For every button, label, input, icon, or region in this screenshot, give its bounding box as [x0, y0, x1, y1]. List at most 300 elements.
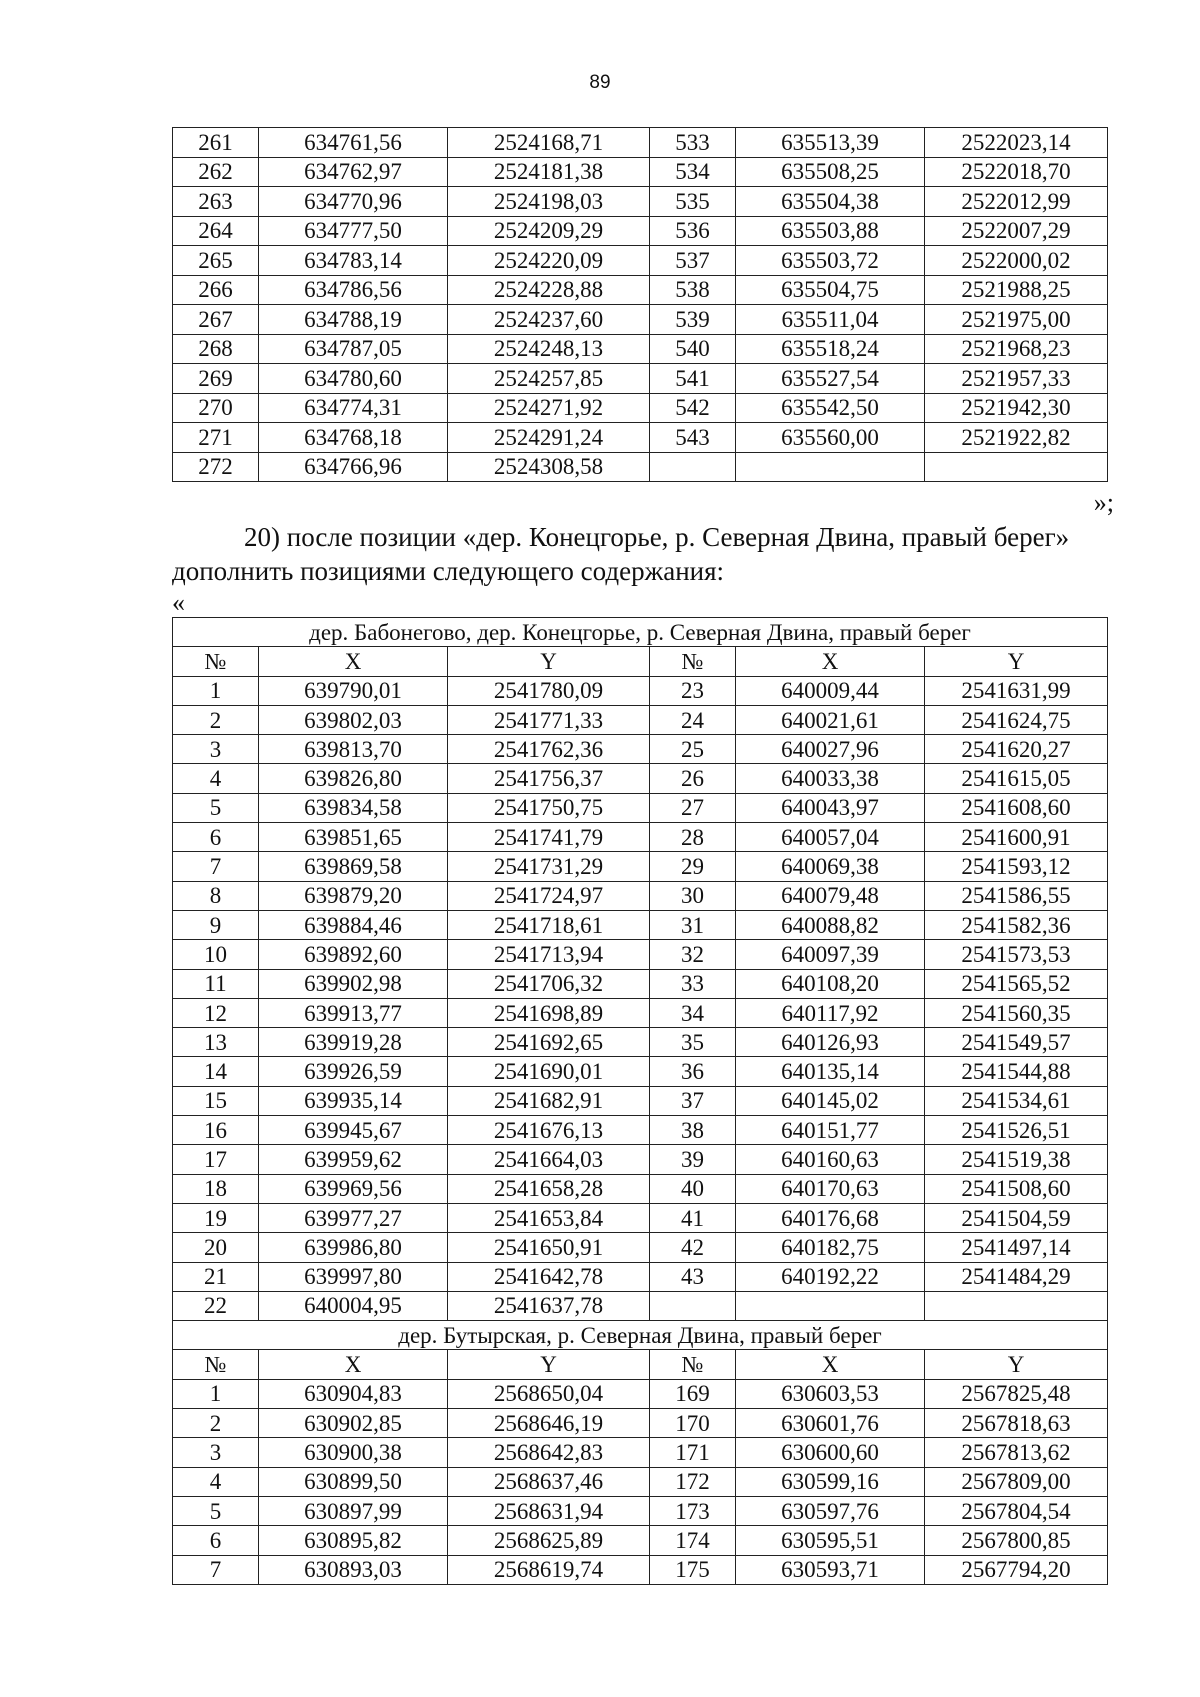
table-cell: 22: [173, 1291, 259, 1320]
table-cell: 2567800,85: [925, 1526, 1108, 1555]
closing-quote: »;: [1093, 488, 1114, 517]
table-cell: 20: [173, 1233, 259, 1262]
table-cell: 2541560,35: [925, 998, 1108, 1027]
table-cell: 2522007,29: [925, 216, 1108, 246]
table-cell: 2541631,99: [925, 676, 1108, 705]
table-cell: 2541713,94: [448, 940, 650, 969]
table-cell: 634774,31: [259, 393, 448, 423]
table-cell: 2541741,79: [448, 823, 650, 852]
table-cell: 630595,51: [736, 1526, 925, 1555]
table-cell: 630900,38: [259, 1438, 448, 1467]
table-row: [173, 1409, 1108, 1438]
table-row: [173, 1526, 1108, 1555]
table-cell: 2541664,03: [448, 1145, 650, 1174]
table-row: [173, 157, 1108, 187]
table-cell: 2567804,54: [925, 1496, 1108, 1525]
table-cell: 43: [650, 1262, 736, 1291]
table-cell: 2: [173, 1409, 259, 1438]
table-cell: 21: [173, 1262, 259, 1291]
table-cell: 634786,56: [259, 275, 448, 305]
table-row: [173, 1203, 1108, 1232]
table-cell: 634777,50: [259, 216, 448, 246]
table-cell: 2522018,70: [925, 157, 1108, 187]
table-cell: 16: [173, 1116, 259, 1145]
table-cell: 2524209,29: [448, 216, 650, 246]
table-cell: 635503,72: [736, 246, 925, 276]
table-cell: 634766,96: [259, 452, 448, 482]
table-header-row: [173, 647, 1108, 676]
table-cell: 2521975,00: [925, 305, 1108, 335]
table-cell: 2567818,63: [925, 1409, 1108, 1438]
table-cell: 3: [173, 1438, 259, 1467]
section-title-row: [173, 1321, 1108, 1350]
table-cell: 2541573,53: [925, 940, 1108, 969]
table-cell: 2521988,25: [925, 275, 1108, 305]
table-cell: 634768,18: [259, 423, 448, 453]
table-cell: 630601,76: [736, 1409, 925, 1438]
table-cell: 639851,65: [259, 823, 448, 852]
table-cell: 540: [650, 334, 736, 364]
table-cell: 3: [173, 735, 259, 764]
table-cell: 2541750,75: [448, 793, 650, 822]
table-cell: 2541544,88: [925, 1057, 1108, 1086]
table-cell: 2567825,48: [925, 1379, 1108, 1408]
table-cell: 26: [650, 764, 736, 793]
table-cell: 2541724,97: [448, 881, 650, 910]
table-row: [173, 1467, 1108, 1496]
table-cell: 640079,48: [736, 881, 925, 910]
table-cell: 32: [650, 940, 736, 969]
table-cell: 630897,99: [259, 1496, 448, 1525]
table-cell: 2541497,14: [925, 1233, 1108, 1262]
table-row: [173, 1438, 1108, 1467]
table-cell: №: [173, 1350, 259, 1379]
table-cell: 640027,96: [736, 735, 925, 764]
table-cell: 538: [650, 275, 736, 305]
table-cell: 2524181,38: [448, 157, 650, 187]
table-cell: 1: [173, 1379, 259, 1408]
table-row: [173, 1057, 1108, 1086]
table-row: [173, 423, 1108, 453]
table-cell: 639802,03: [259, 705, 448, 734]
table-cell: 639790,01: [259, 676, 448, 705]
table-cell: Y: [448, 647, 650, 676]
table-row: [173, 364, 1108, 394]
table-cell: 2524308,58: [448, 452, 650, 482]
table-cell: 2541600,91: [925, 823, 1108, 852]
table-row: [173, 1174, 1108, 1203]
table-row: [173, 735, 1108, 764]
table-cell: 640057,04: [736, 823, 925, 852]
table-cell: 634762,97: [259, 157, 448, 187]
table-cell: 5: [173, 1496, 259, 1525]
table-cell: 2541658,28: [448, 1174, 650, 1203]
table-cell: 634788,19: [259, 305, 448, 335]
table-cell: 270: [173, 393, 259, 423]
table-row: [173, 823, 1108, 852]
opening-quote: «: [172, 588, 185, 617]
table-cell: 640151,77: [736, 1116, 925, 1145]
table-cell: 635508,25: [736, 157, 925, 187]
table-row: [173, 1086, 1108, 1115]
table-cell: 635518,24: [736, 334, 925, 364]
table-cell: 640069,38: [736, 852, 925, 881]
table-cell: 2541586,55: [925, 881, 1108, 910]
table-cell: 634783,14: [259, 246, 448, 276]
table-cell: 2568637,46: [448, 1467, 650, 1496]
table-cell: 2567794,20: [925, 1555, 1108, 1584]
table-row: [173, 1233, 1108, 1262]
table-cell: №: [650, 1350, 736, 1379]
table-cell: 640160,63: [736, 1145, 925, 1174]
table-cell: 640097,39: [736, 940, 925, 969]
table-cell: 639892,60: [259, 940, 448, 969]
table-cell: 2541565,52: [925, 969, 1108, 998]
table-cell: 634761,56: [259, 128, 448, 158]
table-cell: 640009,44: [736, 676, 925, 705]
table-cell: X: [259, 647, 448, 676]
table-row: [173, 246, 1108, 276]
table-cell: 634770,96: [259, 187, 448, 217]
table-cell: 271: [173, 423, 259, 453]
table-cell: 639997,80: [259, 1262, 448, 1291]
table-cell: 2524220,09: [448, 246, 650, 276]
table-cell: 7: [173, 1555, 259, 1584]
table-row: [173, 1116, 1108, 1145]
table-row: [173, 393, 1108, 423]
table-cell: 534: [650, 157, 736, 187]
table-row: [173, 1291, 1108, 1320]
table-cell: 5: [173, 793, 259, 822]
table-cell: X: [736, 647, 925, 676]
table-cell: 12: [173, 998, 259, 1027]
table-cell: 639935,14: [259, 1086, 448, 1115]
table-cell: 630893,03: [259, 1555, 448, 1584]
table-row: [173, 1555, 1108, 1584]
table-cell: 634787,05: [259, 334, 448, 364]
table-row: [173, 910, 1108, 939]
table-header-row: [173, 1350, 1108, 1379]
table-cell: 635527,54: [736, 364, 925, 394]
table-cell: 2541615,05: [925, 764, 1108, 793]
table-cell: 535: [650, 187, 736, 217]
table-row: [173, 1262, 1108, 1291]
table-cell: 4: [173, 764, 259, 793]
table-cell: 635542,50: [736, 393, 925, 423]
table-cell: 541: [650, 364, 736, 394]
table-cell: 8: [173, 881, 259, 910]
table-cell: [650, 1291, 736, 1320]
amendment-paragraph-line-1: 20) после позиции «дер. Конецгорье, р. Северная Двина, правый берег»: [244, 522, 1070, 552]
table-cell: 639884,46: [259, 910, 448, 939]
table-cell: 640088,82: [736, 910, 925, 939]
table-cell: 264: [173, 216, 259, 246]
table-cell: 2541706,32: [448, 969, 650, 998]
table-cell: 536: [650, 216, 736, 246]
table-cell: 169: [650, 1379, 736, 1408]
table-cell: №: [650, 647, 736, 676]
table-cell: 31: [650, 910, 736, 939]
table-cell: 9: [173, 910, 259, 939]
table-cell: 630599,16: [736, 1467, 925, 1496]
table-cell: 2524291,24: [448, 423, 650, 453]
table-row: [173, 705, 1108, 734]
table-cell: 639813,70: [259, 735, 448, 764]
table-cell: 2541620,27: [925, 735, 1108, 764]
page-number: 89: [589, 72, 611, 93]
table-cell: 539: [650, 305, 736, 335]
table-cell: 630600,60: [736, 1438, 925, 1467]
table-cell: [925, 1291, 1108, 1320]
table-cell: 640170,63: [736, 1174, 925, 1203]
table-cell: 272: [173, 452, 259, 482]
table-cell: 639945,67: [259, 1116, 448, 1145]
table-cell: 2521957,33: [925, 364, 1108, 394]
table-cell: 639926,59: [259, 1057, 448, 1086]
table-cell: 263: [173, 187, 259, 217]
table-cell: 2521942,30: [925, 393, 1108, 423]
table-cell: 630902,85: [259, 1409, 448, 1438]
table-cell: 639919,28: [259, 1028, 448, 1057]
table-row: [173, 969, 1108, 998]
table-cell: X: [259, 1350, 448, 1379]
table-cell: 42: [650, 1233, 736, 1262]
table-cell: 635503,88: [736, 216, 925, 246]
table-cell: [650, 452, 736, 482]
table-row: [173, 452, 1108, 482]
table-cell: 175: [650, 1555, 736, 1584]
table-cell: 267: [173, 305, 259, 335]
table-cell: 640145,02: [736, 1086, 925, 1115]
table-cell: 543: [650, 423, 736, 453]
table-cell: 37: [650, 1086, 736, 1115]
table-cell: 33: [650, 969, 736, 998]
table-cell: 10: [173, 940, 259, 969]
table-row: [173, 881, 1108, 910]
table-cell: 2541608,60: [925, 793, 1108, 822]
table-cell: 11: [173, 969, 259, 998]
table-cell: 2568625,89: [448, 1526, 650, 1555]
table-cell: 35: [650, 1028, 736, 1057]
table-cell: 542: [650, 393, 736, 423]
table-cell: [925, 452, 1108, 482]
table-cell: Y: [925, 647, 1108, 676]
table-cell: Y: [448, 1350, 650, 1379]
table-cell: 639869,58: [259, 852, 448, 881]
table-cell: 2522000,02: [925, 246, 1108, 276]
table-cell: 14: [173, 1057, 259, 1086]
table-cell: 640126,93: [736, 1028, 925, 1057]
coordinates-table-new-sections: [172, 617, 1108, 1585]
table-cell: 2541762,36: [448, 735, 650, 764]
table-cell: 2541653,84: [448, 1203, 650, 1232]
table-cell: 2541504,59: [925, 1203, 1108, 1232]
table-row: [173, 128, 1108, 158]
table-cell: 639902,98: [259, 969, 448, 998]
section-title: дер. Бутырская, р. Северная Двина, правый берег: [173, 1321, 1108, 1350]
table-cell: Y: [925, 1350, 1108, 1379]
table-cell: 630603,53: [736, 1379, 925, 1408]
table-cell: 2541650,91: [448, 1233, 650, 1262]
table-cell: 39: [650, 1145, 736, 1174]
table-cell: 13: [173, 1028, 259, 1057]
table-cell: 15: [173, 1086, 259, 1115]
table-cell: 2541637,78: [448, 1291, 650, 1320]
table-row: [173, 676, 1108, 705]
table-cell: 640182,75: [736, 1233, 925, 1262]
table-cell: №: [173, 647, 259, 676]
table-cell: 630597,76: [736, 1496, 925, 1525]
table-cell: 537: [650, 246, 736, 276]
table-cell: 41: [650, 1203, 736, 1232]
table-cell: X: [736, 1350, 925, 1379]
table-cell: 2541718,61: [448, 910, 650, 939]
table-cell: 635504,38: [736, 187, 925, 217]
table-cell: 27: [650, 793, 736, 822]
table-cell: [736, 1291, 925, 1320]
table-cell: 2541508,60: [925, 1174, 1108, 1203]
table-cell: 639913,77: [259, 998, 448, 1027]
table-row: [173, 187, 1108, 217]
table-cell: 173: [650, 1496, 736, 1525]
table-cell: 2568631,94: [448, 1496, 650, 1525]
table-cell: 640176,68: [736, 1203, 925, 1232]
table-cell: 2541519,38: [925, 1145, 1108, 1174]
table-cell: 171: [650, 1438, 736, 1467]
table-cell: 630895,82: [259, 1526, 448, 1555]
table-cell: 2541526,51: [925, 1116, 1108, 1145]
table-cell: 30: [650, 881, 736, 910]
table-cell: 2541692,65: [448, 1028, 650, 1057]
table-cell: 2541549,57: [925, 1028, 1108, 1057]
table-cell: 261: [173, 128, 259, 158]
table-row: [173, 1379, 1108, 1408]
table-cell: 2: [173, 705, 259, 734]
section-title-row: [173, 618, 1108, 647]
table-cell: 2541624,75: [925, 705, 1108, 734]
table-cell: 2524271,92: [448, 393, 650, 423]
table-cell: 639834,58: [259, 793, 448, 822]
table-cell: 2541756,37: [448, 764, 650, 793]
table-cell: 2522023,14: [925, 128, 1108, 158]
table-cell: 640021,61: [736, 705, 925, 734]
table-row: [173, 793, 1108, 822]
table-cell: 2521922,82: [925, 423, 1108, 453]
table-cell: 639977,27: [259, 1203, 448, 1232]
table-cell: 38: [650, 1116, 736, 1145]
table-cell: 2568650,04: [448, 1379, 650, 1408]
table-cell: 36: [650, 1057, 736, 1086]
table-cell: 2541534,61: [925, 1086, 1108, 1115]
table-cell: 2541593,12: [925, 852, 1108, 881]
table-cell: 266: [173, 275, 259, 305]
table-cell: 2568646,19: [448, 1409, 650, 1438]
table-cell: 2524257,85: [448, 364, 650, 394]
table-cell: 23: [650, 676, 736, 705]
table-cell: 533: [650, 128, 736, 158]
table-cell: 2541642,78: [448, 1262, 650, 1291]
table-row: [173, 764, 1108, 793]
section-title: дер. Бабонегово, дер. Конецгорье, р. Северная Двина, правый берег: [173, 618, 1108, 647]
table-cell: 2524248,13: [448, 334, 650, 364]
table-cell: 40: [650, 1174, 736, 1203]
table-cell: 630899,50: [259, 1467, 448, 1496]
table-cell: 2524228,88: [448, 275, 650, 305]
table-cell: 1: [173, 676, 259, 705]
table-cell: 17: [173, 1145, 259, 1174]
table-cell: 2568619,74: [448, 1555, 650, 1584]
table-cell: 6: [173, 1526, 259, 1555]
table-cell: 2567809,00: [925, 1467, 1108, 1496]
table-cell: 640117,92: [736, 998, 925, 1027]
table-cell: 2541690,01: [448, 1057, 650, 1086]
table-cell: 634780,60: [259, 364, 448, 394]
table-row: [173, 1496, 1108, 1525]
table-cell: 635511,04: [736, 305, 925, 335]
table-cell: 268: [173, 334, 259, 364]
table-cell: 2524168,71: [448, 128, 650, 158]
table-row: [173, 216, 1108, 246]
table-cell: 7: [173, 852, 259, 881]
table-cell: 2541676,13: [448, 1116, 650, 1145]
table-cell: 639826,80: [259, 764, 448, 793]
table-cell: 2522012,99: [925, 187, 1108, 217]
table-cell: 2541780,09: [448, 676, 650, 705]
table-cell: 18: [173, 1174, 259, 1203]
table-row: [173, 1028, 1108, 1057]
table-cell: 19: [173, 1203, 259, 1232]
table-cell: 2524237,60: [448, 305, 650, 335]
table-cell: 174: [650, 1526, 736, 1555]
table-cell: 2541698,89: [448, 998, 650, 1027]
table-cell: 2567813,62: [925, 1438, 1108, 1467]
table-cell: 2541731,29: [448, 852, 650, 881]
table-cell: 639879,20: [259, 881, 448, 910]
table-cell: 34: [650, 998, 736, 1027]
coordinates-table-continued: [172, 127, 1108, 482]
table-cell: 2524198,03: [448, 187, 650, 217]
table-cell: 28: [650, 823, 736, 852]
table-cell: 269: [173, 364, 259, 394]
table-row: [173, 998, 1108, 1027]
table-cell: 2541582,36: [925, 910, 1108, 939]
table-cell: 640033,38: [736, 764, 925, 793]
table-cell: 29: [650, 852, 736, 881]
table-cell: 639959,62: [259, 1145, 448, 1174]
table-cell: 630593,71: [736, 1555, 925, 1584]
table-cell: 639986,80: [259, 1233, 448, 1262]
table-row: [173, 275, 1108, 305]
table-cell: 635513,39: [736, 128, 925, 158]
table-row: [173, 852, 1108, 881]
table-cell: 640192,22: [736, 1262, 925, 1291]
table-cell: 265: [173, 246, 259, 276]
table-cell: 640135,14: [736, 1057, 925, 1086]
table-row: [173, 940, 1108, 969]
amendment-paragraph-line-2: дополнить позициями следующего содержания:: [172, 556, 725, 586]
table-cell: 2521968,23: [925, 334, 1108, 364]
table-cell: 630904,83: [259, 1379, 448, 1408]
table-cell: [736, 452, 925, 482]
table-cell: 2568642,83: [448, 1438, 650, 1467]
table-cell: 640108,20: [736, 969, 925, 998]
table-cell: 172: [650, 1467, 736, 1496]
table-cell: 2541771,33: [448, 705, 650, 734]
table-row: [173, 334, 1108, 364]
table-cell: 640043,97: [736, 793, 925, 822]
table-cell: 24: [650, 705, 736, 734]
table-cell: 2541682,91: [448, 1086, 650, 1115]
